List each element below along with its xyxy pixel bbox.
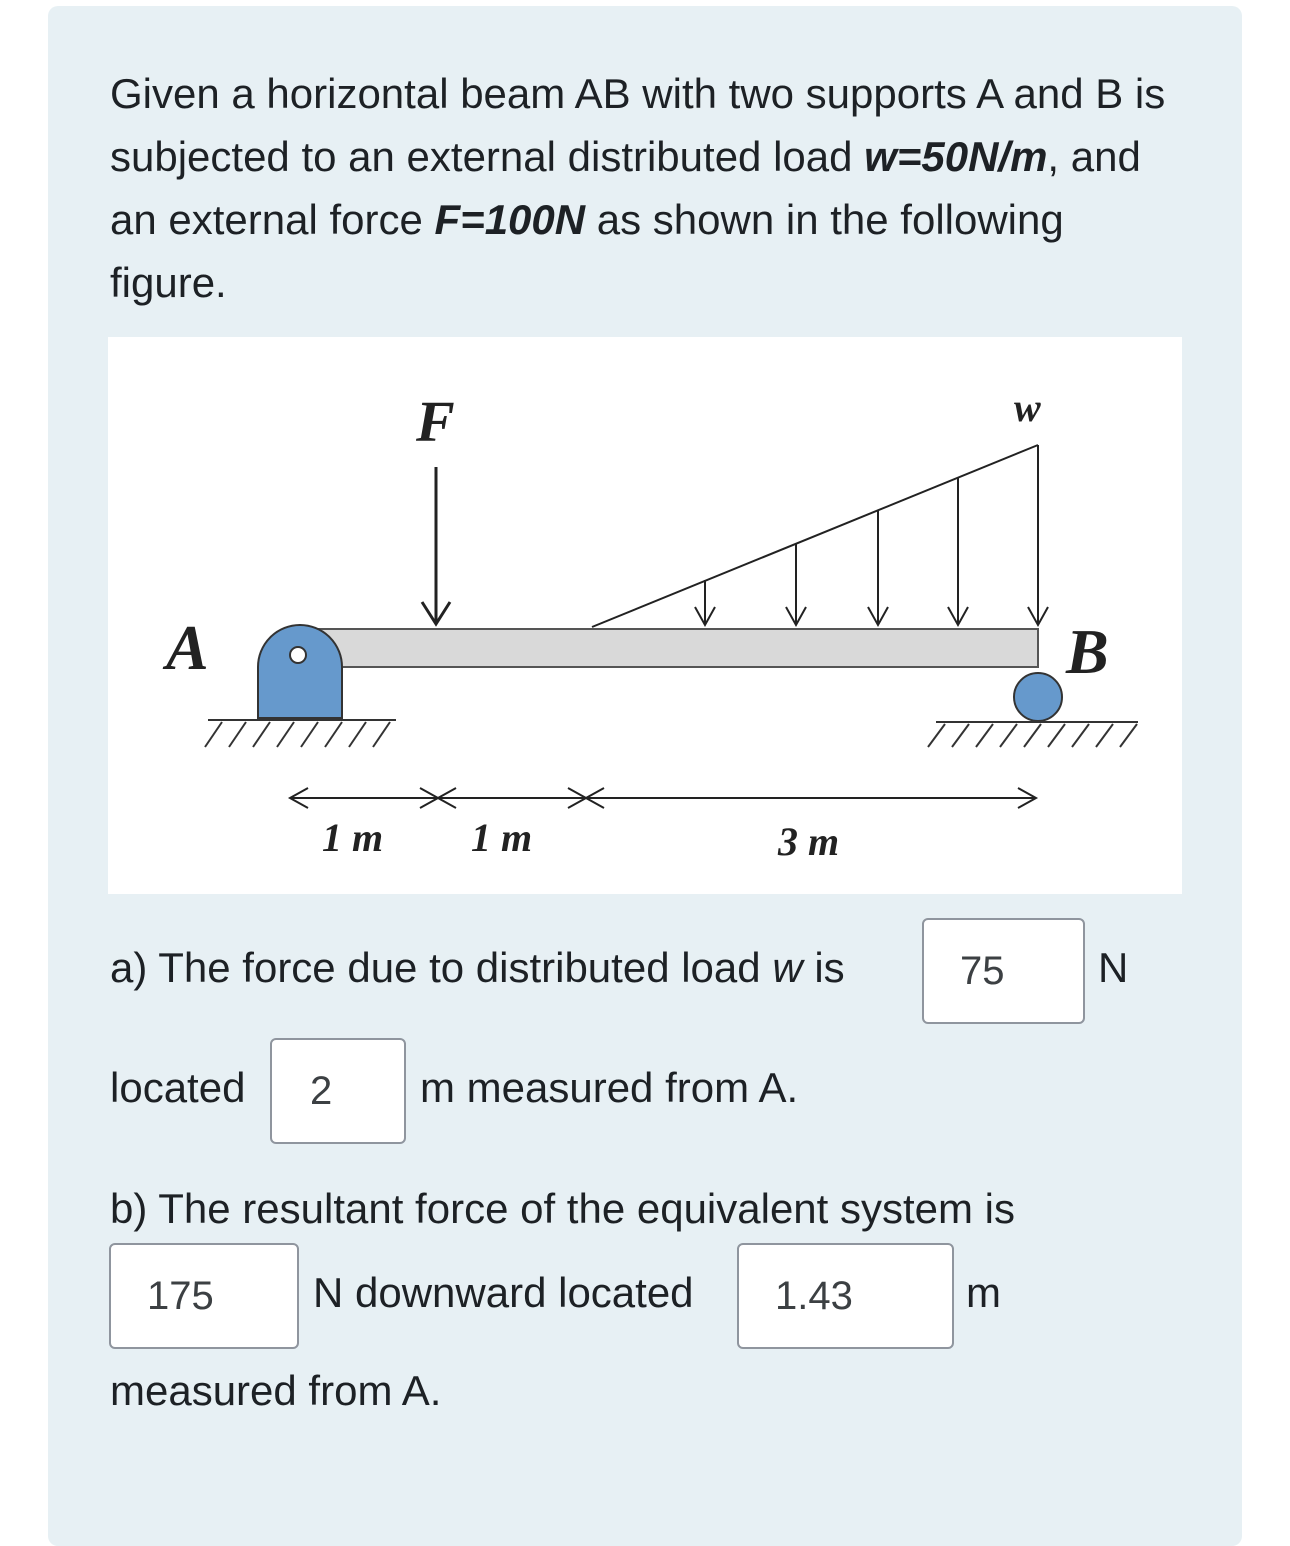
force-input[interactable] (922, 918, 1085, 1024)
dim-label-1: 1 m (322, 815, 384, 860)
problem-statement (110, 62, 1185, 314)
ground-a (205, 720, 396, 747)
position-unit: m (966, 1269, 1001, 1316)
location-input[interactable] (270, 1038, 406, 1144)
beam-figure (108, 337, 1182, 894)
intro-text-3: as shown in the following figure. (110, 196, 1064, 306)
position-input[interactable] (737, 1243, 954, 1349)
intro-text: Given a horizontal beam AB with two supports A and B is subjected to an external distributed load (110, 70, 1166, 180)
dim-label-3: 3 m (778, 819, 840, 864)
beam (298, 629, 1038, 667)
force-unit: N (1098, 944, 1129, 991)
measured-text: measured from A. (110, 1367, 442, 1414)
pin-support-a (258, 625, 342, 718)
roller-support-b (1014, 673, 1062, 721)
part-b-text: b) The resultant force of the equivalent system is (110, 1185, 1016, 1232)
resultant-suffix: N downward located (313, 1269, 694, 1316)
ground-b (928, 722, 1138, 747)
located-label: located (110, 1064, 246, 1111)
pin-hole (290, 647, 306, 663)
part-a-text: a) The force due to distributed load w is (110, 944, 845, 991)
label-a: A (166, 612, 209, 683)
label-f: F (416, 389, 455, 454)
w-variable: w (772, 944, 803, 991)
dimension-lines (290, 788, 1036, 808)
location-suffix: m measured from A. (420, 1064, 799, 1111)
label-b: B (1066, 616, 1109, 687)
resultant-input[interactable] (109, 1243, 299, 1349)
label-w: w (1014, 385, 1041, 430)
w-equation: w=50N/m (864, 133, 1048, 180)
distributed-load (592, 445, 1048, 627)
force-f-arrow (422, 467, 450, 624)
dim-label-2: 1 m (471, 815, 533, 860)
intro-text-2: , and an external force (110, 133, 1141, 243)
f-equation: F=100N (434, 196, 586, 243)
